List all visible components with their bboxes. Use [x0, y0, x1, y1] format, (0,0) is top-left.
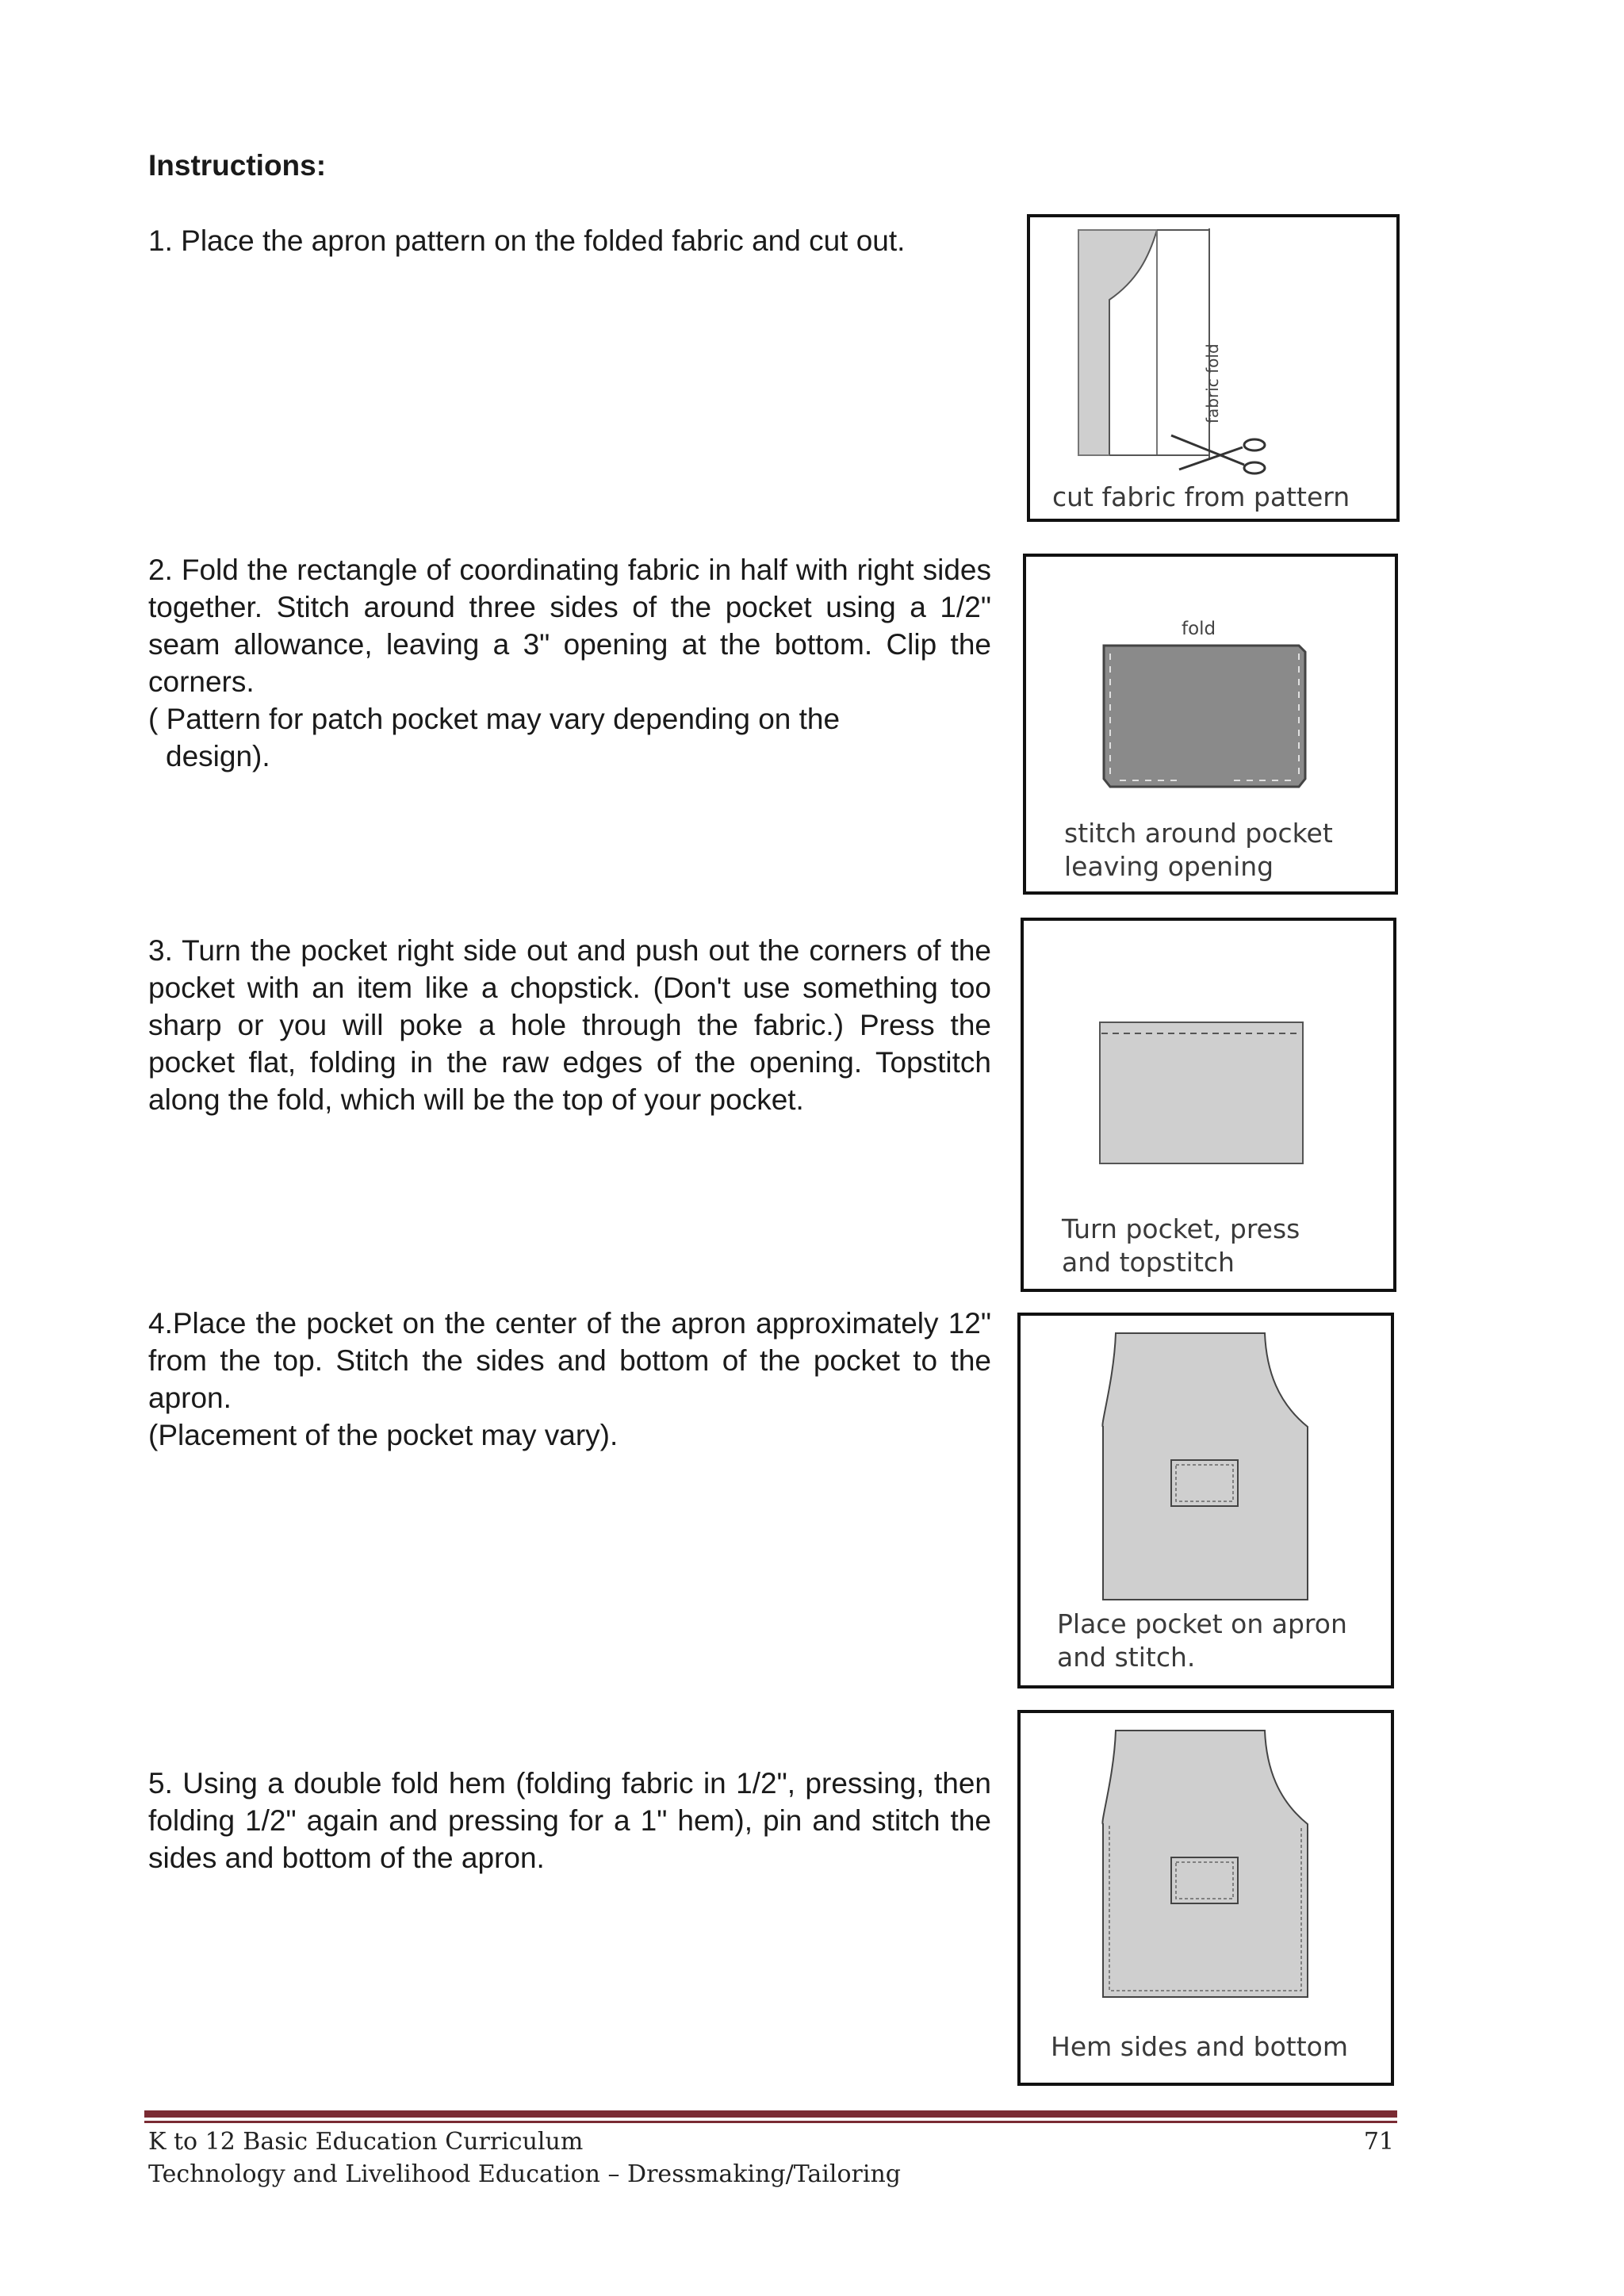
step-5-caption: Hem sides and bottom [1051, 2031, 1348, 2062]
step-2-caption: stitch around pocket leaving opening [1064, 818, 1333, 882]
step-4-text [148, 1305, 991, 1454]
step-5-paragraph: 5. Using a double fold hem (folding fabric in 1/2", pressing, then folding 1/2" again and pressing for a 1" hem), pin and stitch the sides and bottom of the apron. [148, 1767, 991, 1874]
step-1-caption: cut fabric from pattern [1052, 481, 1350, 512]
step-4-caption: Place pocket on apron and stitch. [1057, 1608, 1347, 1673]
footer-curriculum: K to 12 Basic Education Curriculum [148, 2128, 584, 2156]
step-2-figure [1023, 554, 1398, 895]
step-2-note: ( Pattern for patch pocket may vary depending on the [148, 703, 841, 735]
step-5-figure [1017, 1710, 1394, 2086]
page-number: 71 [1363, 2128, 1394, 2156]
footer-rule-thin [144, 2121, 1397, 2123]
footer-rule [144, 2110, 1397, 2118]
step-1-figure [1027, 214, 1400, 522]
fold-label: fold [1182, 619, 1216, 639]
step-2-note-cont: design). [166, 740, 270, 772]
step-3-text [148, 932, 991, 1118]
step-4-paragraph: 4.Place the pocket on the center of the apron approximately 12" from the top. Stitch the sides and bottom of the pocket to the apron. [148, 1307, 991, 1414]
step-2-paragraph: 2. Fold the rectangle of coordinating fabric in half with right sides together. Stitch around three sides of the pocket using a 1/2" seam allowance, leaving a 3" opening at the bottom. Clip the corners. [148, 554, 991, 698]
step-2-text [148, 551, 991, 775]
step-1-text [148, 222, 991, 259]
step-1-paragraph: 1. Place the apron pattern on the folded fabric and cut out. [148, 224, 906, 257]
step-5-text [148, 1765, 991, 1876]
fabric-fold-label: fabric fold [1203, 343, 1222, 424]
step-4-figure [1017, 1313, 1394, 1688]
step-3-figure [1021, 918, 1396, 1292]
apron-hem-illustration [1021, 1713, 1391, 2083]
instructions-heading: Instructions: [148, 149, 327, 182]
footer-subject: Technology and Livelihood Education – Dressmaking/Tailoring [148, 2160, 901, 2188]
step-3-caption: Turn pocket, press and topstitch [1062, 1213, 1300, 1278]
step-3-paragraph: 3. Turn the pocket right side out and push out the corners of the pocket with an item like a chopstick. (Don't use something too sharp or you will poke a hole through the fabric.) Press the pocket flat, folding in the raw edges of the opening. Topstitch along the fold, which will be the top of your pocket. [148, 934, 991, 1116]
step-4-note: (Placement of the pocket may vary). [148, 1419, 619, 1451]
